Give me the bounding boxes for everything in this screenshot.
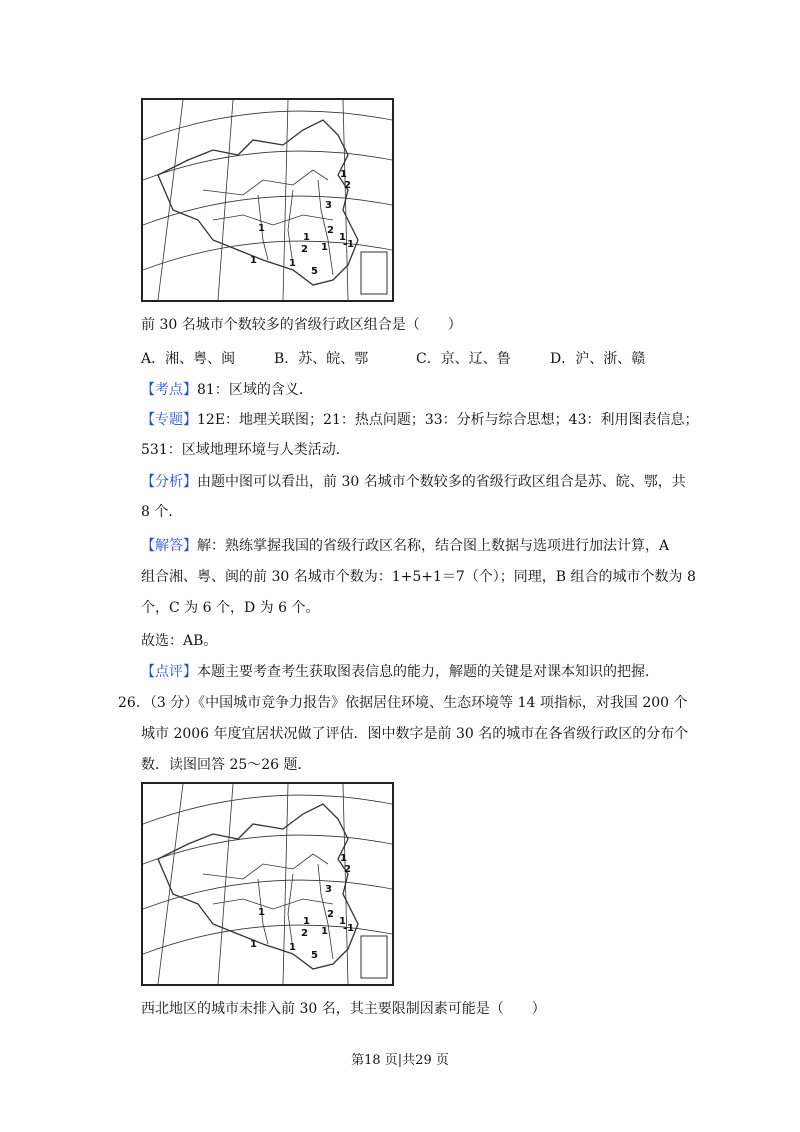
map-number: 1	[340, 169, 347, 180]
map-number: 1	[340, 853, 347, 864]
china-map-figure-1	[141, 98, 394, 302]
dianping-tag: 【点评】	[141, 664, 197, 680]
kaodian-line	[141, 379, 313, 399]
fenxi-line-1	[141, 471, 686, 491]
map-number: 2	[301, 244, 308, 255]
q25-option-b[interactable]: B．苏、皖、鄂	[274, 351, 369, 367]
q25-option-d[interactable]: D．沪、浙、赣	[550, 351, 646, 367]
zhuanti-tag: 【专题】	[141, 412, 197, 428]
q25-question: 前 30 名城市个数较多的省级行政区组合是（ ）	[141, 317, 462, 333]
china-map-2-drawing	[143, 784, 392, 984]
jieda-tag: 【解答】	[141, 538, 197, 554]
map-number: -1	[343, 239, 355, 250]
map-number: 1	[339, 232, 346, 243]
q25-option-a[interactable]: A．湘、粤、闽	[141, 351, 236, 367]
fenxi-text-1: 由题中图可以看出，前 30 名城市个数较多的省级行政区组合是苏、皖、鄂，共	[197, 474, 686, 490]
dianping-text: 本题主要考查考生获取图表信息的能力，解题的关键是对课本知识的把握．	[197, 664, 659, 680]
page-footer: 第18 页|共29 页	[351, 1053, 449, 1068]
map-number: 1	[339, 916, 346, 927]
q26-question: 西北地区的城市未排入前 30 名，其主要限制因素可能是（ ）	[141, 1001, 546, 1017]
map-number: 1	[258, 223, 265, 234]
map-number: 1	[303, 232, 310, 243]
dianping-line	[141, 661, 659, 681]
jieda-line-1	[141, 535, 669, 555]
zhuanti-text-1: 12E：地理关联图；21：热点问题；33：分析与综合思想；43：利用图表信息；	[197, 412, 699, 428]
q26-line-3: 数．读图回答 25～26 题．	[141, 757, 312, 773]
map-number: 1	[250, 255, 257, 266]
zhuanti-line-1	[141, 409, 698, 429]
q26-line-2: 城市 2006 年度宜居状况做了评估．图中数字是前 30 名的城市在各省级行政区的分布个	[141, 726, 689, 742]
map-number: 5	[311, 266, 318, 277]
map-number: 1	[321, 926, 328, 937]
q26-line-1: 26．（3 分）《中国城市竞争力报告》依据居住环境、生态环境等 14 项指标，对我国 200 个	[118, 695, 688, 711]
fenxi-line-2: 8 个．	[141, 504, 183, 520]
map-number: 1	[250, 939, 257, 950]
map-number: 1	[258, 907, 265, 918]
map-number: 1	[289, 258, 296, 269]
map-number: 1	[289, 942, 296, 953]
china-map-figure-2	[141, 782, 394, 986]
answer-line: 故选：AB。	[141, 633, 218, 649]
map-number: 1	[321, 242, 328, 253]
china-map-1-drawing	[143, 100, 392, 300]
jieda-line-3: 个，C 为 6 个，D 为 6 个。	[141, 600, 320, 616]
map-number: 2	[344, 180, 351, 191]
map-number: 2	[327, 909, 334, 920]
jieda-text-1: 解：熟练掌握我国的省级行政区名称，结合图上数据与选项进行加法计算，A	[197, 538, 670, 554]
map-number: 2	[301, 928, 308, 939]
fenxi-tag: 【分析】	[141, 474, 197, 490]
map-number: 3	[325, 200, 332, 211]
kaodian-tag: 【考点】	[141, 382, 197, 398]
zhuanti-line-2: 531：区域地理环境与人类活动．	[141, 442, 350, 458]
jieda-line-2: 组合湘、粤、闽的前 30 名城市个数为：1+5+1＝7（个）；同理，B 组合的城市个数为 8	[141, 569, 696, 585]
map-number: 5	[311, 950, 318, 961]
kaodian-text: 81：区域的含义．	[197, 382, 313, 398]
map-number: 3	[325, 884, 332, 895]
map-number: -1	[343, 923, 355, 934]
map-number: 1	[303, 916, 310, 927]
map-number: 2	[344, 864, 351, 875]
q25-option-c[interactable]: C．京、辽、鲁	[416, 351, 511, 367]
map-number: 2	[327, 225, 334, 236]
